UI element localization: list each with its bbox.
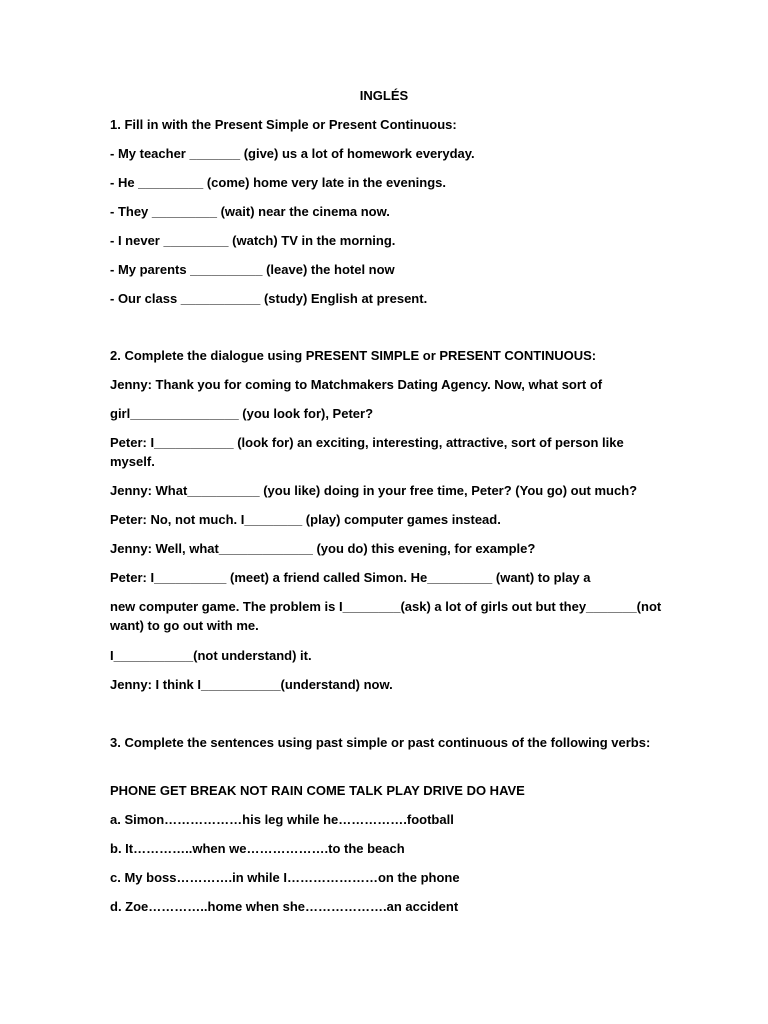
section-1-item: - My teacher _______ (give) us a lot of homework everyday.	[110, 146, 475, 161]
dialogue-line: Jenny: I think I___________(understand) now.	[110, 677, 393, 692]
dialogue-line: Jenny: Well, what_____________ (you do) this evening, for example?	[110, 541, 536, 556]
dialogue-line: Jenny: What__________ (you like) doing in your free time, Peter? (You go) out much?	[110, 483, 638, 498]
page-title: INGLÉS	[359, 88, 409, 103]
section-3-item: a. Simon………………his leg while he…………….football	[110, 812, 454, 827]
dialogue-line: I___________(not understand) it.	[110, 648, 312, 663]
section-1-item: - My parents __________ (leave) the hotel now	[110, 262, 395, 277]
section-1-item: - I never _________ (watch) TV in the morning.	[110, 233, 396, 248]
dialogue-line: girl_______________ (you look for), Peter?	[110, 406, 374, 421]
section-2-heading: 2. Complete the dialogue using PRESENT SIMPLE or PRESENT CONTINUOUS:	[110, 348, 597, 363]
section-3-heading: 3. Complete the sentences using past simple or past continuous of the following verbs:	[110, 735, 651, 750]
section-1-item: - Our class ___________ (study) English at present.	[110, 291, 428, 306]
section-3-item: d. Zoe…………..home when she……………….an accident	[110, 899, 459, 914]
section-1-item: - He _________ (come) home very late in the evenings.	[110, 175, 446, 190]
dialogue-line: Peter: I__________ (meet) a friend called Simon. He_________ (want) to play a	[110, 570, 591, 585]
section-3-item: b. It…………..when we……………….to the beach	[110, 841, 405, 856]
section-1-item: - They _________ (wait) near the cinema now.	[110, 204, 390, 219]
dialogue-line: Jenny: Thank you for coming to Matchmakers Dating Agency. Now, what sort of	[110, 377, 603, 392]
dialogue-line: Peter: No, not much. I________ (play) computer games instead.	[110, 512, 501, 527]
verb-list: PHONE GET BREAK NOT RAIN COME TALK PLAY DRIVE DO HAVE	[110, 783, 525, 798]
dialogue-line: new computer game. The problem is I________(ask) a lot of girls out but they_______(not want) to go out with me.	[110, 599, 665, 633]
section-1-heading: 1. Fill in with the Present Simple or Present Continuous:	[110, 117, 457, 132]
dialogue-line: Peter: I___________ (look for) an exciting, interesting, attractive, sort of person like myself.	[110, 435, 628, 469]
section-3-item: c. My boss………….in while I…………………on the phone	[110, 870, 460, 885]
